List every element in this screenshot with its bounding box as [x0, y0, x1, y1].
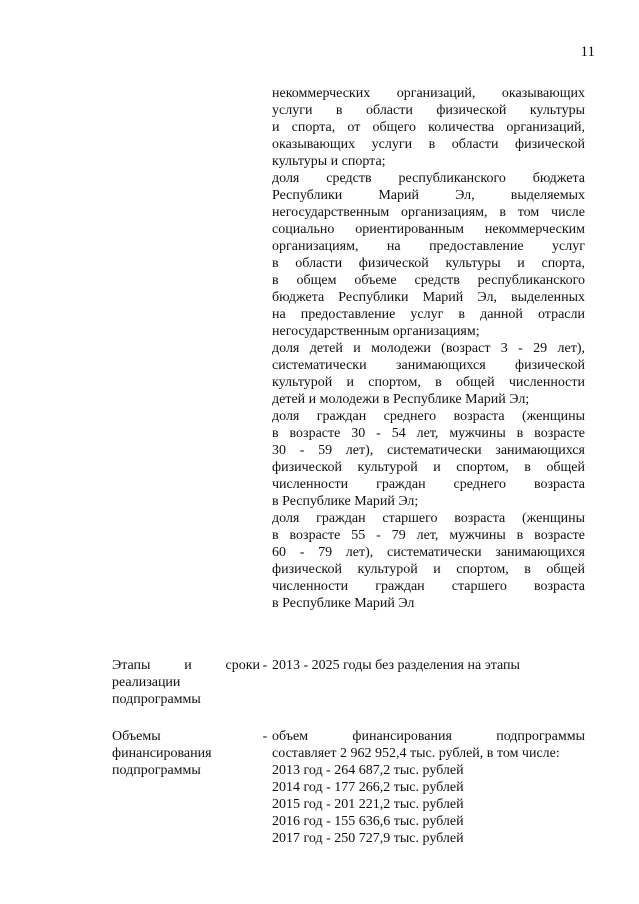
indicator-line: и спорта, от общего количества организаций,: [272, 120, 585, 135]
funding-value-line: 2014 год - 177 266,2 тыс. рублей: [272, 780, 464, 795]
indicator-line: оказывающих услуги в области физической: [272, 137, 585, 152]
indicator-line: услуги в области физической культуры: [272, 103, 585, 118]
funding-label-line: финансирования: [112, 746, 212, 761]
indicator-line: Республики Марий Эл, выделяемых: [272, 188, 585, 203]
page-number: 11: [580, 44, 595, 60]
indicator-line: 60 - 79 лет), систематически занимающихся: [272, 545, 585, 560]
indicator-line: в общем объеме средств республиканского: [272, 273, 585, 288]
indicator-line: численности граждан среднего возраста: [272, 477, 585, 492]
funding-value-line: 2013 год - 264 687,2 тыс. рублей: [272, 763, 464, 778]
indicator-line: доля средств республиканского бюджета: [272, 171, 585, 186]
indicator-line: культурой и спортом, в общей численности: [272, 375, 585, 390]
indicator-line: в Республике Марий Эл;: [272, 494, 419, 509]
indicator-line: в возрасте 55 - 79 лет, мужчины в возрасте: [272, 528, 585, 543]
indicator-line: в области физической культуры и спорта,: [272, 256, 585, 271]
indicator-line: бюджета Республики Марий Эл, выделенных: [272, 290, 585, 305]
funding-dash: -: [262, 729, 268, 744]
indicator-line: на предоставление услуг в данной отрасли: [272, 307, 585, 322]
funding-value-line: 2015 год - 201 221,2 тыс. рублей: [272, 797, 464, 812]
stages-value: [272, 657, 585, 674]
stages-label-line: подпрограммы: [112, 692, 201, 707]
indicator-line: физической культурой и спортом, в общей: [272, 460, 585, 475]
indicator-line: негосударственным организациям;: [272, 324, 480, 339]
indicator-line: 30 - 59 лет), систематически занимающихся: [272, 443, 585, 458]
funding-value: [272, 728, 585, 847]
funding-label: [112, 728, 260, 779]
indicator-line: доля детей и молодежи (возраст 3 - 29 лет),: [272, 341, 585, 356]
funding-value-line: 2016 год - 155 636,6 тыс. рублей: [272, 814, 464, 829]
indicator-line: социально ориентированным некоммерческим: [272, 222, 585, 237]
stages-dash: -: [262, 658, 268, 673]
stages-value-line: 2013 - 2025 годы без разделения на этапы: [272, 658, 520, 673]
stages-label: [112, 657, 260, 708]
indicators-list: [272, 85, 585, 612]
indicator-line: физической культурой и спортом, в общей: [272, 562, 585, 577]
stages-label-line: Этапы и сроки: [112, 658, 260, 673]
indicator-line: в возрасте 30 - 54 лет, мужчины в возрасте: [272, 426, 585, 441]
indicator-line: культуры и спорта;: [272, 154, 386, 169]
funding-label-line: подпрограммы: [112, 763, 201, 778]
indicator-line: организациям, на предоставление услуг: [272, 239, 585, 254]
indicator-line: систематически занимающихся физической: [272, 358, 585, 373]
indicator-line: доля граждан среднего возраста (женщины: [272, 409, 585, 424]
indicator-line: доля граждан старшего возраста (женщины: [272, 511, 585, 526]
funding-value-line: составляет 2 962 952,4 тыс. рублей, в том числе:: [272, 746, 560, 761]
indicator-line: в Республике Марий Эл: [272, 596, 415, 611]
indicator-line: детей и молодежи в Республике Марий Эл;: [272, 392, 530, 407]
funding-label-line: Объемы: [112, 729, 161, 744]
funding-value-line: 2017 год - 250 727,9 тыс. рублей: [272, 831, 464, 846]
funding-value-line: объем финансирования подпрограммы: [272, 729, 585, 744]
indicator-line: некоммерческих организаций, оказывающих: [272, 86, 585, 101]
indicator-line: численности граждан старшего возраста: [272, 579, 585, 594]
stages-label-line: реализации: [112, 675, 181, 690]
indicator-line: негосударственным организациям, в том числе: [272, 205, 585, 220]
